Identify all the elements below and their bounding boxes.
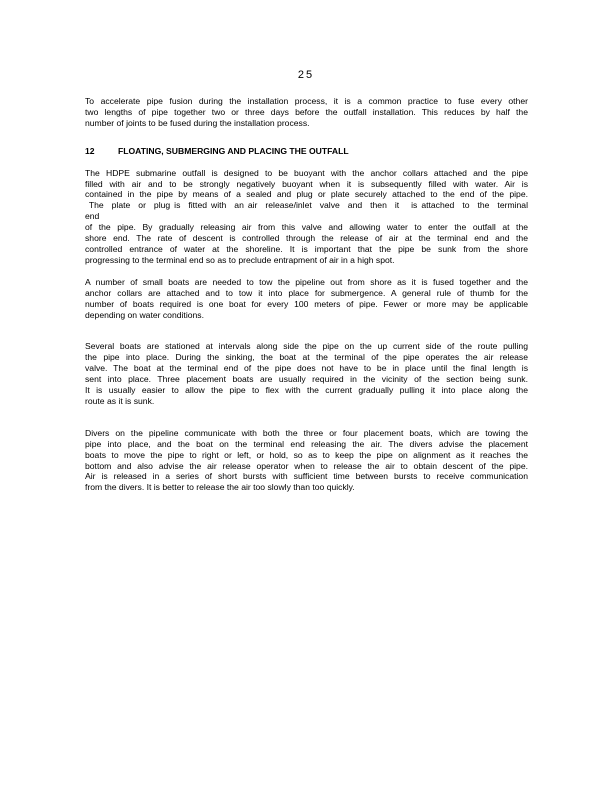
text-line: valve. The boat at the terminal end of the pipe does not have to be in place until the final length is (85, 363, 528, 374)
paragraph-divers (85, 428, 528, 493)
text-line: two lengths of pipe together two or three days before the outfall installation. This reduces by half the (85, 106, 528, 117)
text-line: A number of small boats are needed to tow the pipeline out from shore as it is fused together and the (85, 276, 528, 287)
text-line: The HDPE submarine outfall is designed to be buoyant with the anchor collars attached and the pipe (85, 167, 528, 178)
text-line: Several boats are stationed at intervals along side the pipe on the up current side of the route pulling (85, 341, 528, 352)
text-line: end (85, 211, 100, 222)
text-line: contained in the pipe by means of a sealed and plug or plate securely attached to the end of the pipe. (85, 189, 528, 200)
section-title: FLOATING, SUBMERGING AND PLACING THE OUTFALL (118, 145, 349, 156)
text-line: controlled entrance of water at the shoreline. It is important that the pipe be sunk from the shore (85, 243, 528, 254)
text-line: depending on water conditions. (85, 309, 204, 320)
paragraph-stationing (85, 341, 528, 406)
text-line: progressing to the terminal end so as to preclude entrapment of air in a high spot. (85, 254, 395, 265)
text-line: number of boats required is one boat for every 100 meters of pipe. Fewer or more may be applicable (85, 298, 528, 309)
text-line: route as it is sunk. (85, 395, 155, 406)
paragraph-boats (85, 277, 528, 321)
text-line: filled with air and to be strongly negatively buoyant when it is subsequently filled with water. Air is (85, 178, 528, 189)
text-line: the pipe into place. During the sinking, the boat at the terminal of the pipe operates the air release (85, 352, 528, 363)
intro-paragraph (85, 96, 528, 129)
text-line: anchor collars are attached and to tow it into place for submergence. A general rule of thumb for the (85, 287, 528, 298)
text-line: Divers on the pipeline communicate with both the three or four placement boats, which are towing the (85, 427, 528, 438)
page-body (85, 96, 528, 493)
text-line: of the pipe. By gradually releasing air from this valve and allowing water to enter the outfall at the (85, 222, 528, 233)
text-line: boats to move the pipe to right or left, or hold, so as to keep the pipe on alignment as it reaches the (85, 449, 528, 460)
text-line: from the divers. It is better to release the air too slowly than too quickly. (85, 482, 355, 493)
text-line: It is usually easier to allow the pipe to flex with the current gradually pulling it into place along the (85, 385, 528, 396)
section-heading (85, 146, 528, 157)
section-number: 12 (85, 145, 95, 156)
text-line: Air is released in a series of short bursts with sufficient time between bursts to receive communication (85, 471, 528, 482)
text-line: sent into place. Three placement boats are usually required in the vicinity of the section being sunk. (85, 374, 528, 385)
text-line: number of joints to be fused during the installation process. (85, 117, 310, 128)
text-line: To accelerate pipe fusion during the installation process, it is a common practice to fuse every other (85, 96, 528, 106)
text-line: pipe into place, and the boat on the terminal end releasing the air. The divers advise the placement (85, 438, 528, 449)
text-line: bottom and also advise the air release operator when to release the air to obtain descent of the pipe. (85, 460, 528, 471)
paragraph-design (85, 168, 528, 266)
text-line: The plate or plug is fitted with an air release/inlet valve and then it is attached to the terminal (85, 200, 528, 211)
text-line: shore end. The rate of descent is controlled through the release of air at the terminal end and the (85, 233, 528, 244)
page-number: 25 (297, 69, 315, 81)
